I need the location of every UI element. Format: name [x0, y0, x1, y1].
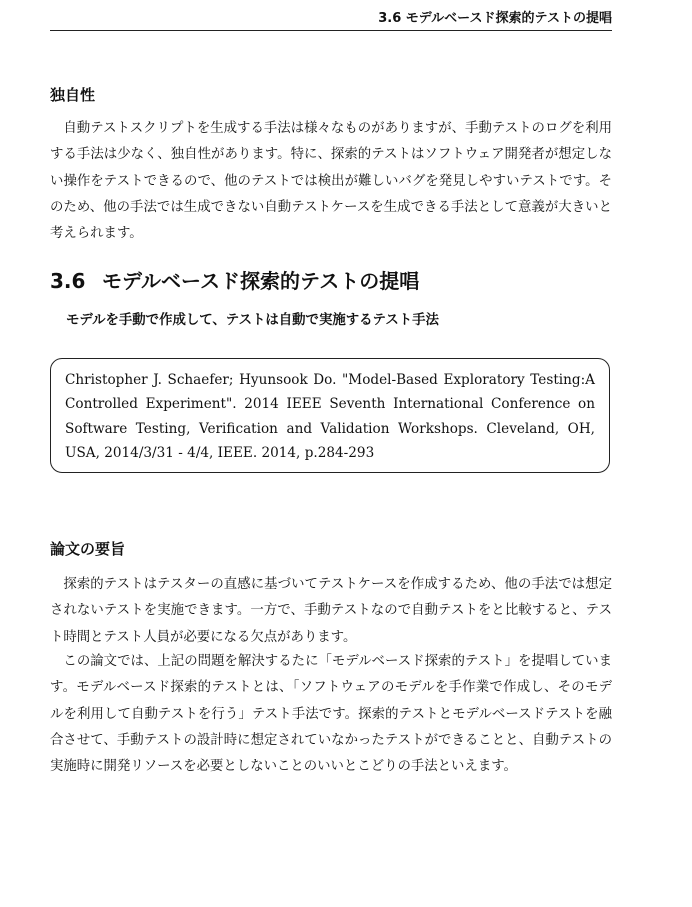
originality-heading: 独自性	[50, 86, 96, 104]
running-header	[50, 8, 612, 31]
section-subtitle: モデルを手動で作成して、テストは自動で実施するテスト手法	[66, 312, 439, 328]
reference-citation: Christopher J. Schaefer; Hyunsook Do. "Model-Based Exploratory Testing:A Controlled Experiment". 2014 IEEE Seventh International Conference on Software Testing, Verification and Validation Workshops. Cleveland, OH, USA, 2014/3/31 - 4/4, IEEE. 2014, p.284-293	[65, 372, 595, 462]
summary-heading: 論文の要旨	[50, 540, 126, 558]
section-number: 3.6	[50, 269, 86, 293]
originality-paragraph: 自動テストスクリプトを生成する手法は様々なものがありますが、手動テストのログを利用する手法は少なく、独自性があります。特に、探索的テストはソフトウェア開発者が想定しない操作をテストできるので、他のテストでは検出が難しいバグを発見しやすいテストです。そのため、他の手法では生成できない自動テストケースを生成できる手法として意義が大きいと考えられます。	[50, 121, 612, 242]
running-header-title: 3.6 モデルベースド探索的テストの提唱	[378, 11, 612, 26]
summary-paragraph-1: 探索的テストはテスターの直感に基づいてテストケースを作成するため、他の手法では想定されないテストを実施できます。一方で、手動テストなので自動テストをと比較すると、テスト時間とテスト人員が必要になる欠点があります。	[50, 577, 612, 645]
section-heading	[50, 266, 419, 296]
section-title: モデルベースド探索的テストの提唱	[102, 269, 420, 293]
reference-box	[50, 358, 610, 473]
summary-paragraph-2: この論文では、上記の問題を解決するたに「モデルベースド探索的テスト」を提唱しています。モデルベースド探索的テストとは、「ソフトウェアのモデルを手作業で作成し、そのモデルを利用して自動テストを行う」テスト手法です。探索的テストとモデルベースドテストを融合させて、手動テストの設計時に想定されていなかったテストができることと、自動テストの実施時に開発リソースを必要としないことのいいとこどりの手法といえます。	[50, 654, 612, 775]
